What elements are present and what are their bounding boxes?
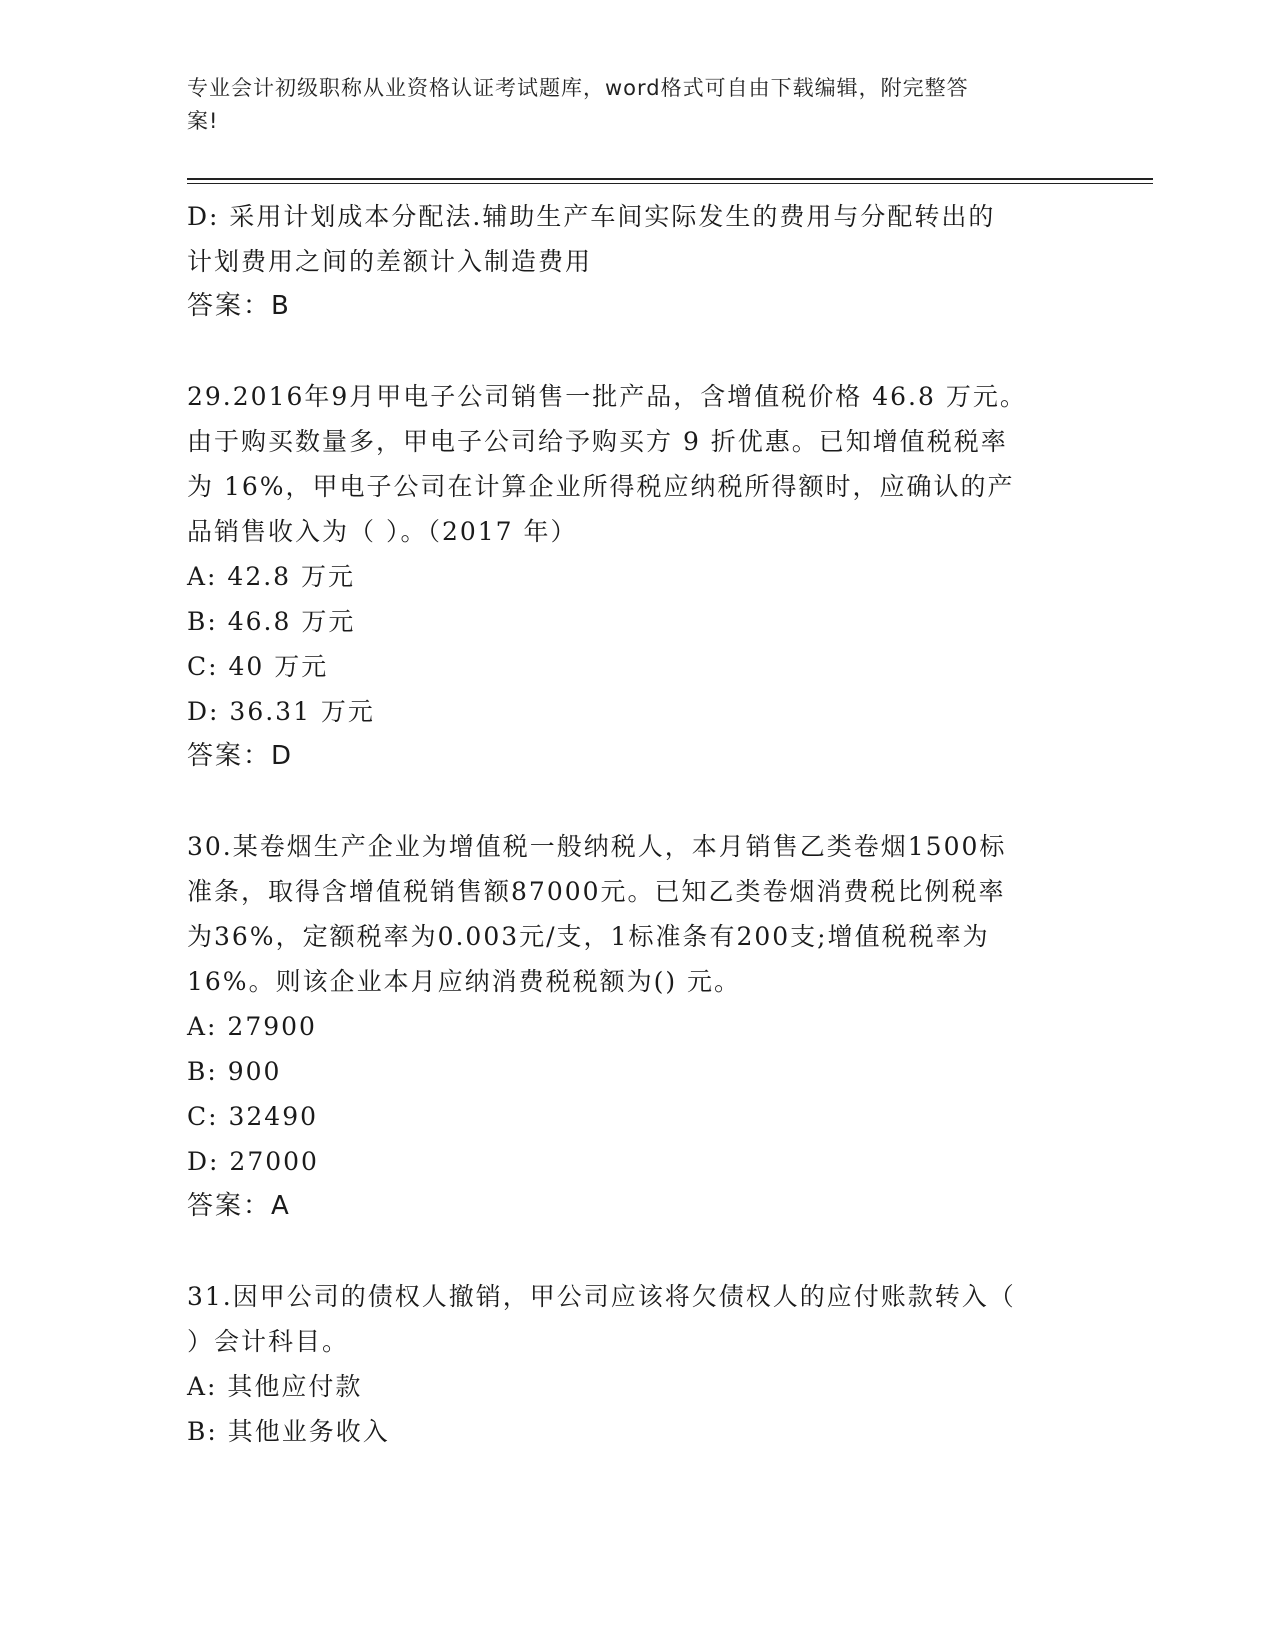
prev-option-d-line-1: D: 采用计划成本分配法.辅助生产车间实际发生的费用与分配转出的 (187, 202, 996, 231)
q29-option-b: B: 46.8 万元 (187, 607, 356, 636)
question-content (187, 194, 1087, 1454)
q30-stem-line: 30.某卷烟生产企业为增值税一般纳税人，本月销售乙类卷烟1500标 (187, 832, 1007, 861)
q30-option-d: D: 27000 (187, 1147, 319, 1176)
q30-answer: 答案：A (187, 1191, 291, 1221)
q29-stem-line: 由于购买数量多，甲电子公司给予购买方 9 折优惠。已知增值税税率 (187, 427, 1008, 456)
prev-option-d-line-2: 计划费用之间的差额计入制造费用 (187, 247, 593, 276)
q30-option-b: B: 900 (187, 1057, 282, 1086)
q31-option-a: A: 其他应付款 (187, 1372, 363, 1401)
q29-option-d: D: 36.31 万元 (187, 697, 375, 726)
q31-option-b: B: 其他业务收入 (187, 1417, 390, 1446)
q29-stem-line: 品销售收入为（ ）。（2017 年） (187, 517, 578, 546)
q29-stem-line: 29.2016年9月甲电子公司销售一批产品，含增值税价格 46.8 万元。 (187, 382, 1027, 411)
header-line-1: 专业会计初级职称从业资格认证考试题库，word格式可自由下载编辑，附完整答 (187, 76, 969, 100)
q30-option-a: A: 27900 (187, 1012, 317, 1041)
q30-stem-line: 为36%，定额税率为0.003元/支，1标准条有200支;增值税税率为 (187, 922, 990, 951)
q31-stem-line: 31.因甲公司的债权人撤销，甲公司应该将欠债权人的应付账款转入（ (187, 1282, 1016, 1311)
q29-stem-line: 为 16%，甲电子公司在计算企业所得税应纳税所得额时，应确认的产 (187, 472, 1015, 501)
q30-stem-line: 16%。则该企业本月应纳消费税税额为() 元。 (187, 967, 742, 996)
q29-option-a: A: 42.8 万元 (187, 562, 356, 591)
page-header (187, 72, 1067, 138)
header-line-2: 案! (187, 109, 219, 133)
prev-answer: 答案：B (187, 291, 291, 321)
q31-stem-line: ）会计科目。 (187, 1327, 350, 1356)
header-rule-bottom (187, 183, 1153, 184)
q29-answer: 答案：D (187, 741, 294, 771)
q30-stem-line: 准条，取得含增值税销售额87000元。已知乙类卷烟消费税比例税率 (187, 877, 1006, 906)
q29-option-c: C: 40 万元 (187, 652, 329, 681)
q30-option-c: C: 32490 (187, 1102, 319, 1131)
header-rule-top (187, 178, 1153, 180)
